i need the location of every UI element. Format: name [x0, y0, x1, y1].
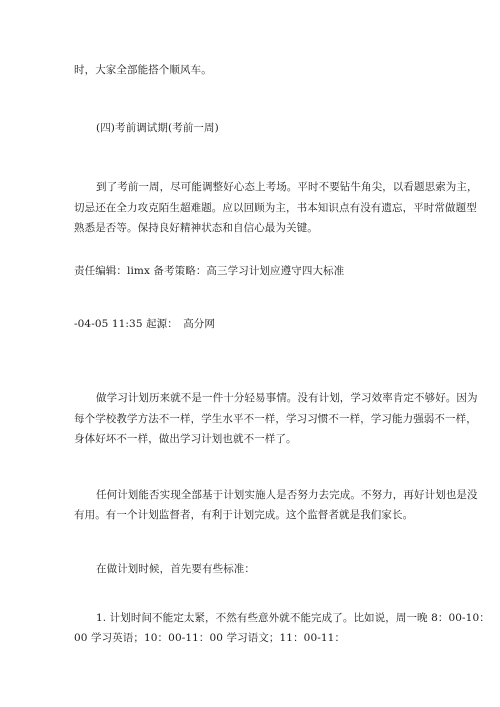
text-line: 时，大家全部能搭个顺风车。 — [74, 64, 212, 76]
text-line: 每个学校教学方法不一样，学生水平不一样，学习习惯不一样，学习能力强弱不一样， — [74, 413, 477, 425]
text-line: 有用。有一个计划监督者，有利于计划完成。这个监督者就是我们家长。 — [74, 509, 414, 521]
text-line: 熟悉是否等。保持良好精神状态和自信心最为关键。 — [74, 222, 318, 234]
text-line: 身体好坏不一样，做出学习计划也就不一样了。 — [74, 433, 297, 445]
section-heading: (四)考前调试期(考前一周) — [96, 122, 219, 134]
list-item-continuation: 00 学习英语；10：00-11：00 学习语文；11：00-11： — [74, 632, 346, 644]
text-line: 到了考前一周，尽可能调整好心态上考场。平时不要钻牛角尖，以看题思索为主， — [96, 181, 478, 193]
text-line: 任何计划能否实现全部基于计划实施人是否努力去完成。不努力，再好计划也是没 — [96, 489, 478, 501]
list-item: 1. 计划时间不能定太紧，不然有些意外就不能完成了。比如说，周一晚 8：00-10： — [96, 612, 490, 624]
text-line: 在做计划时候，首先要有些标准： — [96, 563, 255, 575]
editor-line: 责任编辑：limx 备考策略：高三学习计划应遵守四大标准 — [74, 265, 345, 277]
date-source-line: -04-05 11:35 起源： 高分网 — [74, 318, 216, 330]
text-line: 做学习计划历来就不是一件十分轻易事情。没有计划，学习效率肯定不够好。因为 — [96, 392, 478, 404]
text-line: 切忌还在全力攻克陌生超难题。应以回顾为主，书本知识点有没有遗忘，平时常做题型 — [74, 202, 477, 214]
